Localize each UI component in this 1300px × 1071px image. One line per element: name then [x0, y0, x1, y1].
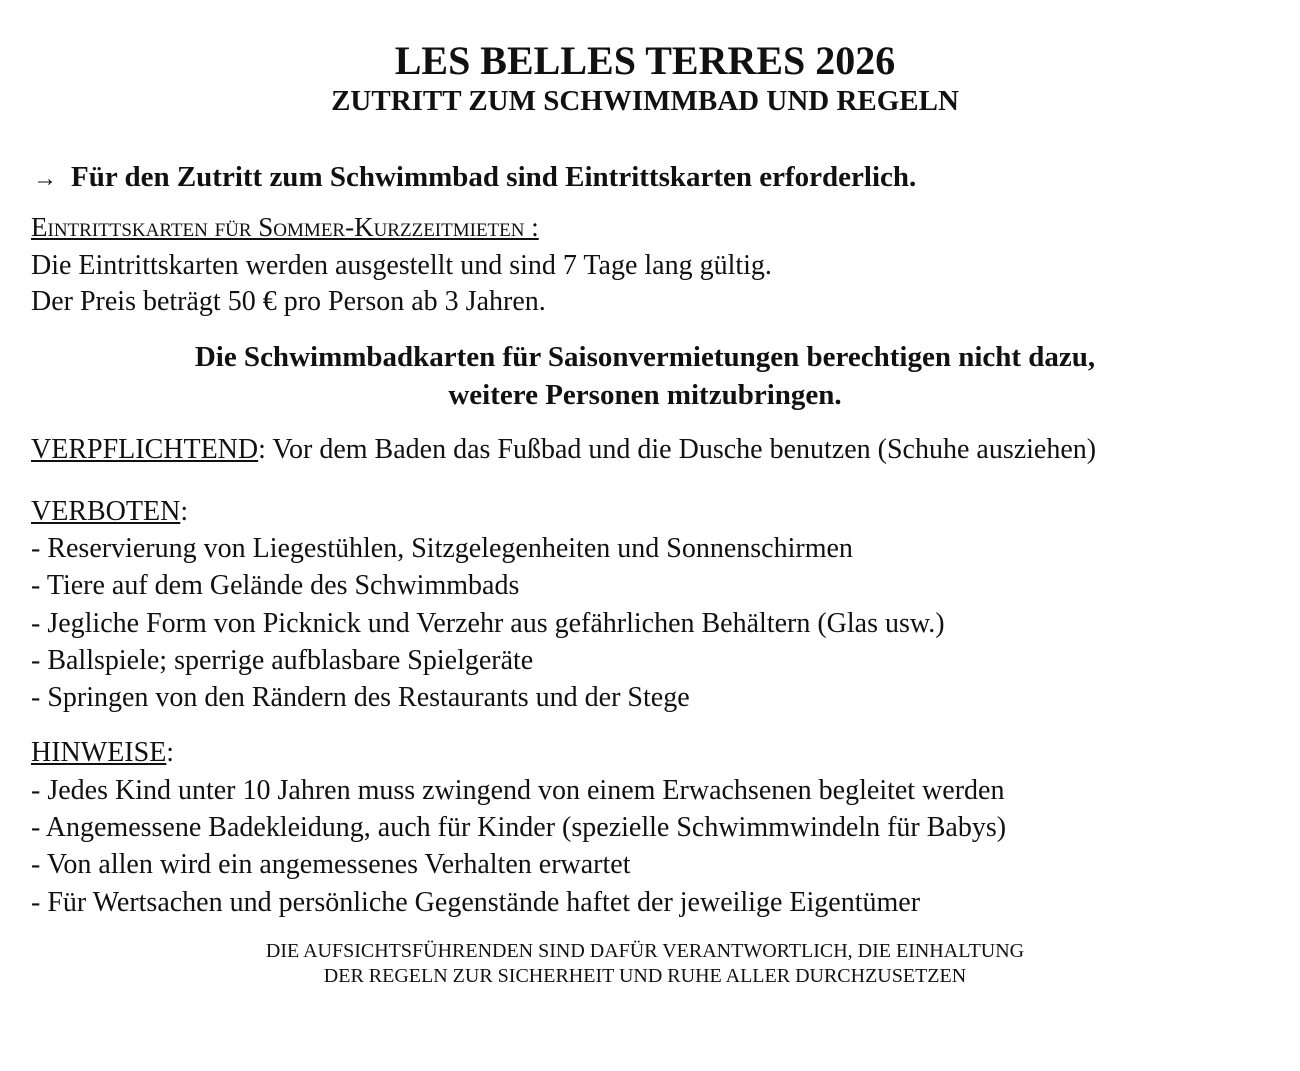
- footer-note-line-2: DER REGELN ZUR SICHERHEIT UND RUHE ALLER DURCHZUSETZEN: [323, 965, 967, 987]
- mandatory-label: VERPFLICHTEND: [31, 434, 259, 465]
- forbidden-item: - Jegliche Form von Picknick und Verzehr aus gefährlichen Behältern (Glas usw.): [31, 608, 945, 639]
- season-notice-line-1: Die Schwimmbadkarten für Saisonvermietungen berechtigen nicht dazu,: [194, 341, 1096, 373]
- notes-item: - Angemessene Badekleidung, auch für Kinder (spezielle Schwimmwindeln für Babys): [31, 812, 1007, 843]
- arrow-right-icon: →: [33, 166, 57, 192]
- mandatory-rule: [31, 432, 1096, 468]
- access-requirement: [33, 159, 916, 197]
- season-notice-line-2: weitere Personen mitzubringen.: [448, 379, 842, 411]
- forbidden-item: - Tiere auf dem Gelände des Schwimmbads: [31, 570, 520, 601]
- mandatory-text: : Vor dem Baden das Fußbad und die Dusche benutzen (Schuhe ausziehen): [258, 434, 1097, 465]
- short-term-price-line: Der Preis beträgt 50 € pro Person ab 3 Jahren.: [31, 286, 546, 317]
- short-term-validity-line: Die Eintrittskarten werden ausgestellt und sind 7 Tage lang gültig.: [31, 250, 772, 281]
- document-title: LES BELLES TERRES 2026: [394, 38, 896, 83]
- forbidden-item: - Ballspiele; sperrige aufblasbare Spielgeräte: [31, 645, 534, 676]
- forbidden-item: - Reservierung von Liegestühlen, Sitzgelegenheiten und Sonnenschirmen: [31, 533, 853, 564]
- forbidden-heading: [31, 494, 188, 530]
- notes-item: - Jedes Kind unter 10 Jahren muss zwingend von einem Erwachsenen begleitet werden: [31, 775, 1005, 806]
- notes-item: - Für Wertsachen und persönliche Gegenstände haftet der jeweilige Eigentümer: [31, 887, 921, 918]
- access-requirement-text: Für den Zutritt zum Schwimmbad sind Eintrittskarten erforderlich.: [71, 161, 917, 193]
- notes-item: - Von allen wird ein angemessenes Verhalten erwartet: [31, 849, 631, 880]
- forbidden-suffix: :: [180, 496, 189, 527]
- forbidden-item: - Springen von den Rändern des Restaurants und der Stege: [31, 682, 690, 713]
- forbidden-label: VERBOTEN: [31, 496, 181, 527]
- notes-label: HINWEISE: [31, 737, 167, 768]
- document-subtitle: ZUTRITT ZUM SCHWIMMBAD UND REGELN: [331, 85, 959, 117]
- short-term-heading: Eintrittskarten für Sommer-Kurzzeitmieten :: [31, 212, 539, 242]
- notes-suffix: :: [166, 737, 175, 768]
- footer-note-line-1: DIE AUFSICHTSFÜHRENDEN SIND DAFÜR VERANTWORTLICH, DIE EINHALTUNG: [265, 940, 1025, 962]
- notes-heading: [31, 735, 174, 771]
